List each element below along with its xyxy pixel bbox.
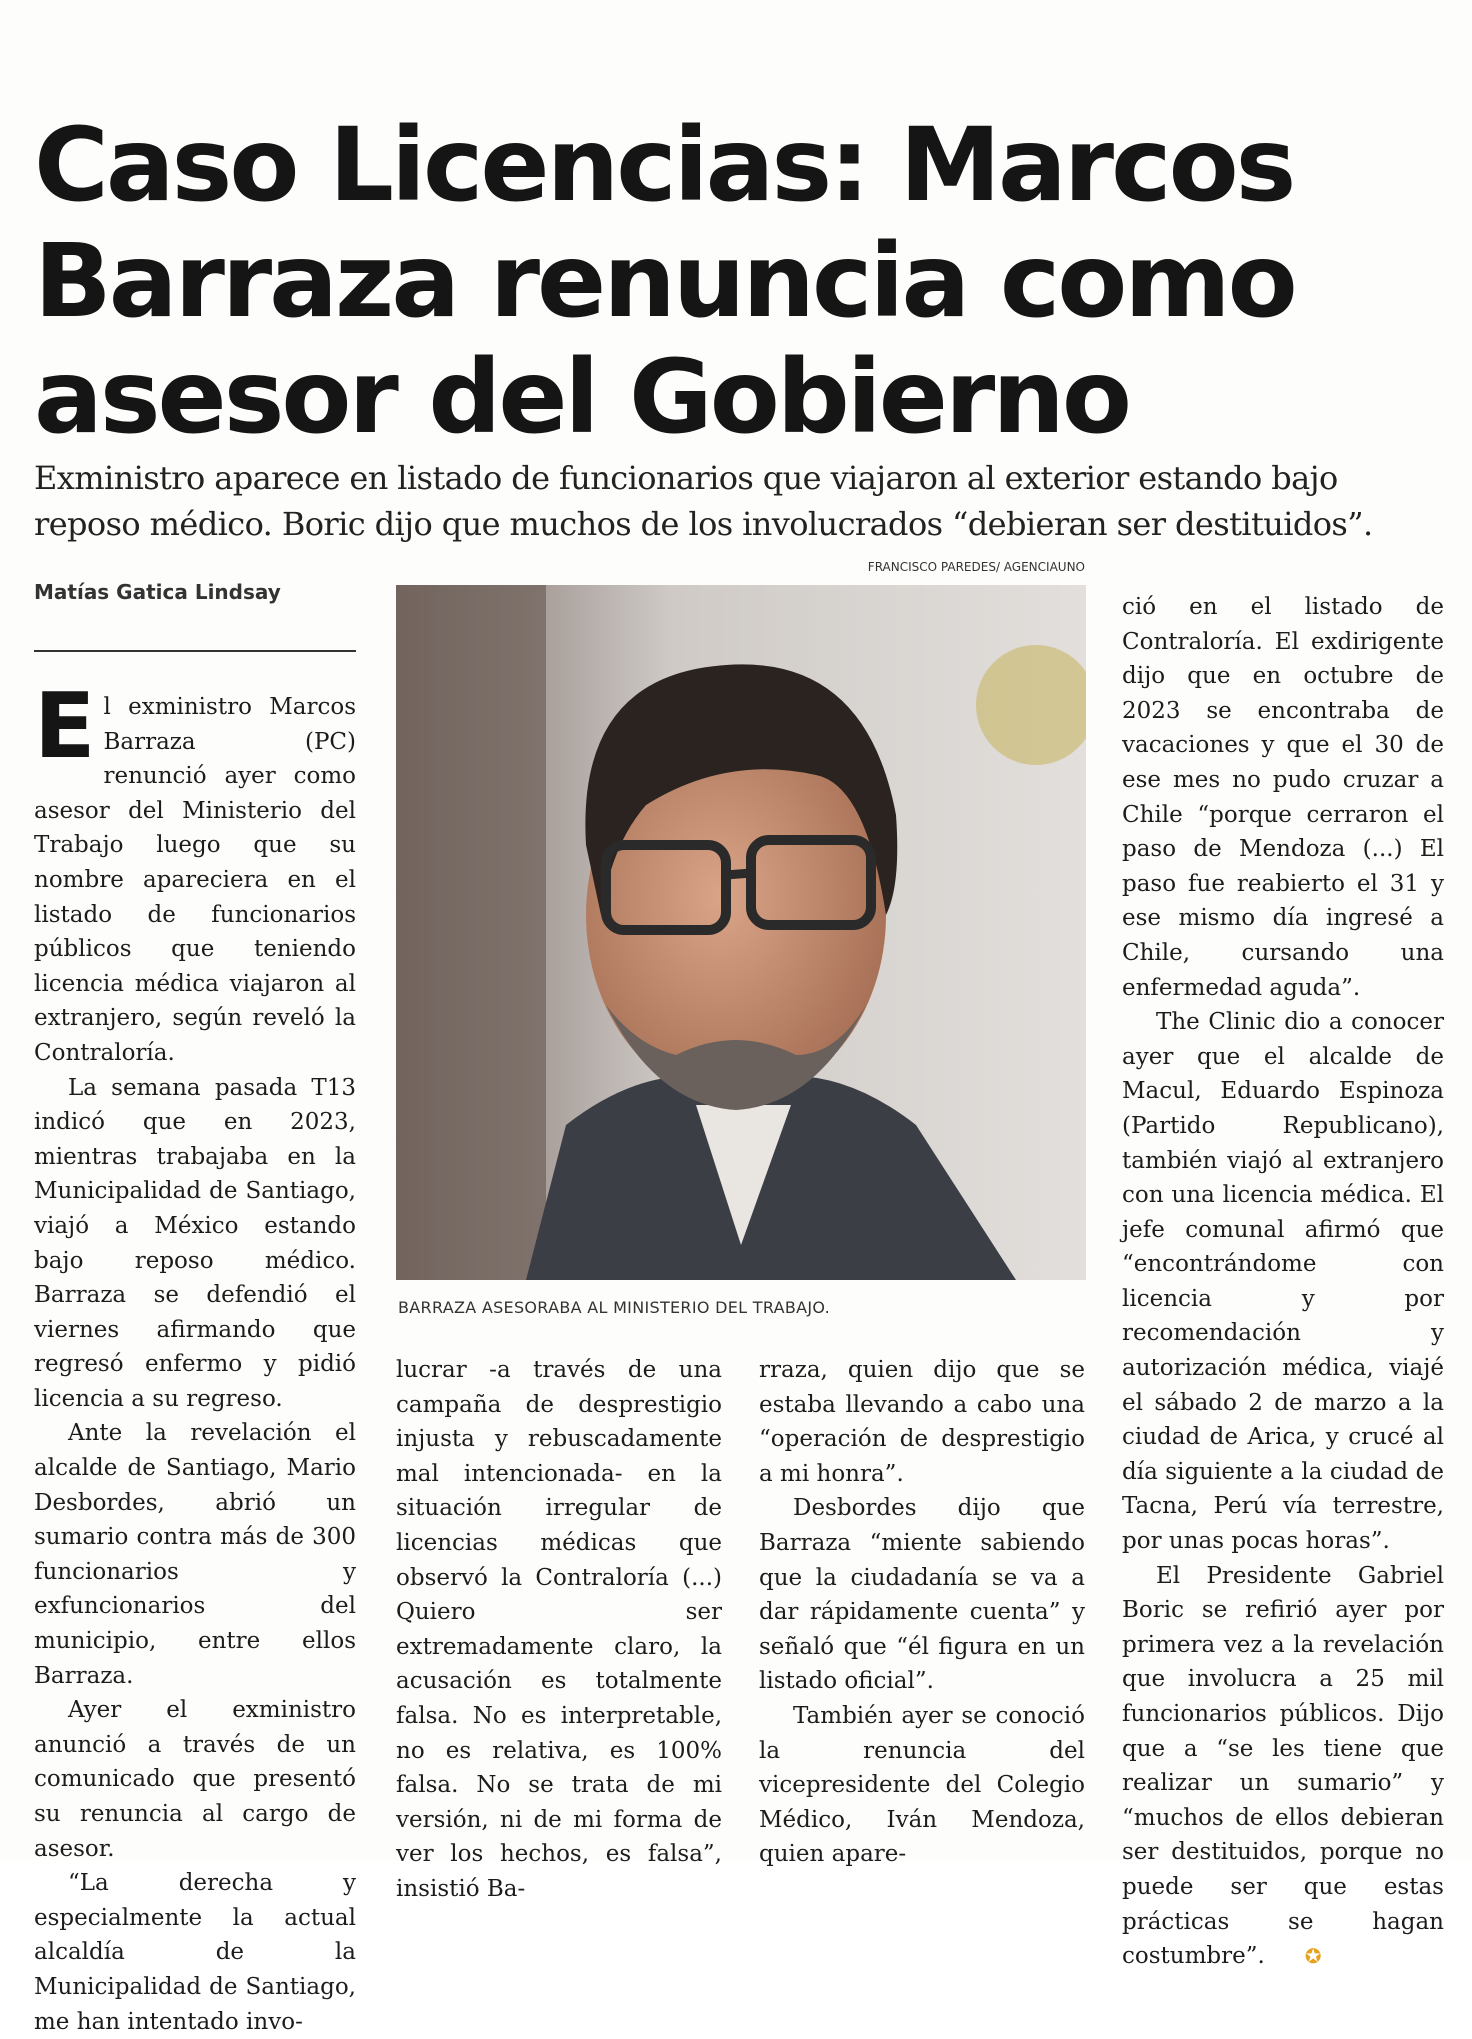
byline-divider [34, 650, 356, 652]
portrait-photo [396, 585, 1086, 1280]
paragraph: Ayer el exministro anunció a través de un comunicado que presentó su renuncia al cargo de asesor. [34, 1697, 356, 1862]
paragraph: Ante la revelación el alcalde de Santiago, Mario Desbordes, abrió un sumario contra más de 300 funcionarios y exfuncionarios del municipio, entre ellos Barraza. [34, 1420, 356, 1689]
portrait-illustration [396, 585, 1086, 1280]
paragraph: lucrar -a través de una campaña de desprestigio injusta y rebuscadamente mal intencionada- en la situación irregular de licencias médicas que observó la Contraloría (...) Quiero ser extremadamente claro, la acusación es totalmente falsa. No es interpretable, no es relativa, es 100% falsa. No se trata de mi versión, ni de mi forma de ver los hechos, es falsa”, insistió Ba- [396, 1357, 722, 1902]
byline: Matías Gatica Lindsay [34, 580, 281, 604]
paragraph: ció en el listado de Contraloría. El exdirigente dijo que en octubre de 2023 se encontraba de vacaciones y que el 30 de ese mes no pudo cruzar a Chile “porque cerraron el paso de Mendoza (...) El paso fue reabierto el 31 y ese mismo día ingresé a Chile, cursando una enfermedad aguda”. [1122, 594, 1444, 1001]
paragraph: La semana pasada T13 indicó que en 2023, mientras trabajaba en la Municipalidad de Santiago, viajó a México estando bajo reposo médico. Barraza se defendió el viernes afirmando que regresó enfermo y pidió licencia a su regreso. [34, 1074, 356, 1412]
paragraph: “La derecha y especialmente la actual alcaldía de la Municipalidad de Santiago, me han intentado invo- [34, 1870, 356, 2035]
headline [34, 108, 1444, 456]
paragraph: The Clinic dio a conocer ayer que el alcalde de Macul, Eduardo Espinoza (Partido Republicano), también viajó al extranjero con una licencia médica. El jefe comunal afirmó que “encontrándome con licencia y por recomendación y autorización médica, viajé el sábado 2 de marzo a la ciudad de Arica, y crucé al día siguiente a la ciudad de Tacna, Perú vía terrestre, por unas pocas horas”. [1122, 1009, 1444, 1555]
paragraph-text: l exministro Marcos Barraza (PC) renunció ayer como asesor del Ministerio del Trabajo luego que su nombre apareciera en el listado de funcionarios públicos que teniendo licencia médica viajaron al extranjero, según reveló la Contraloría. [34, 694, 356, 1066]
drop-cap: E [34, 674, 96, 779]
photo-caption: BARRAZA ASESORABA AL MINISTERIO DEL TRABAJO. [398, 1298, 831, 1317]
paragraph-text: El Presidente Gabriel Boric se refirió ayer por primera vez a la revelación que involucra a 25 mil funcionarios públicos. Dijo que a “se les tiene que realizar un sumario” y “muchos de ellos debieran ser destituidos, porque no puede ser que estas prácticas se hagan costumbre”. [1122, 1562, 1444, 1970]
deck-line-2: reposo médico. Boric dijo que muchos de los involucrados “debieran ser destituidos”. [34, 505, 1373, 543]
article-column-1 [34, 674, 356, 2039]
paragraph: También ayer se conoció la renuncia del vicepresidente del Colegio Médico, Iván Mendoza, quien apare- [759, 1702, 1085, 1868]
article-column-3 [759, 1353, 1085, 1872]
paragraph: Desbordes dijo que Barraza “miente sabiendo que la ciudadanía se va a dar rápidamente cuenta” y señaló que “él figura en un listado oficial”. [759, 1495, 1085, 1695]
deck-subheadline [34, 455, 1454, 547]
headline-line-2: Barraza renuncia como [34, 222, 1295, 342]
deck-line-1: Exministro aparece en listado de funcionarios que viajaron al exterior estando bajo [34, 459, 1338, 497]
headline-line-3: asesor del Gobierno [34, 338, 1129, 458]
photo-credit: FRANCISCO PAREDES/ AGENCIAUNO [867, 560, 1085, 574]
end-mark-icon: ✪ [1304, 1944, 1322, 1969]
paragraph [34, 674, 356, 1071]
article-column-4 [1122, 590, 1444, 1974]
paragraph [1122, 1559, 1444, 1974]
paragraph: rraza, quien dijo que se estaba llevando a cabo una “operación de desprestigio a mi honra”. [759, 1357, 1085, 1487]
headline-line-1: Caso Licencias: Marcos [34, 106, 1294, 226]
article-column-2 [396, 1353, 722, 1907]
